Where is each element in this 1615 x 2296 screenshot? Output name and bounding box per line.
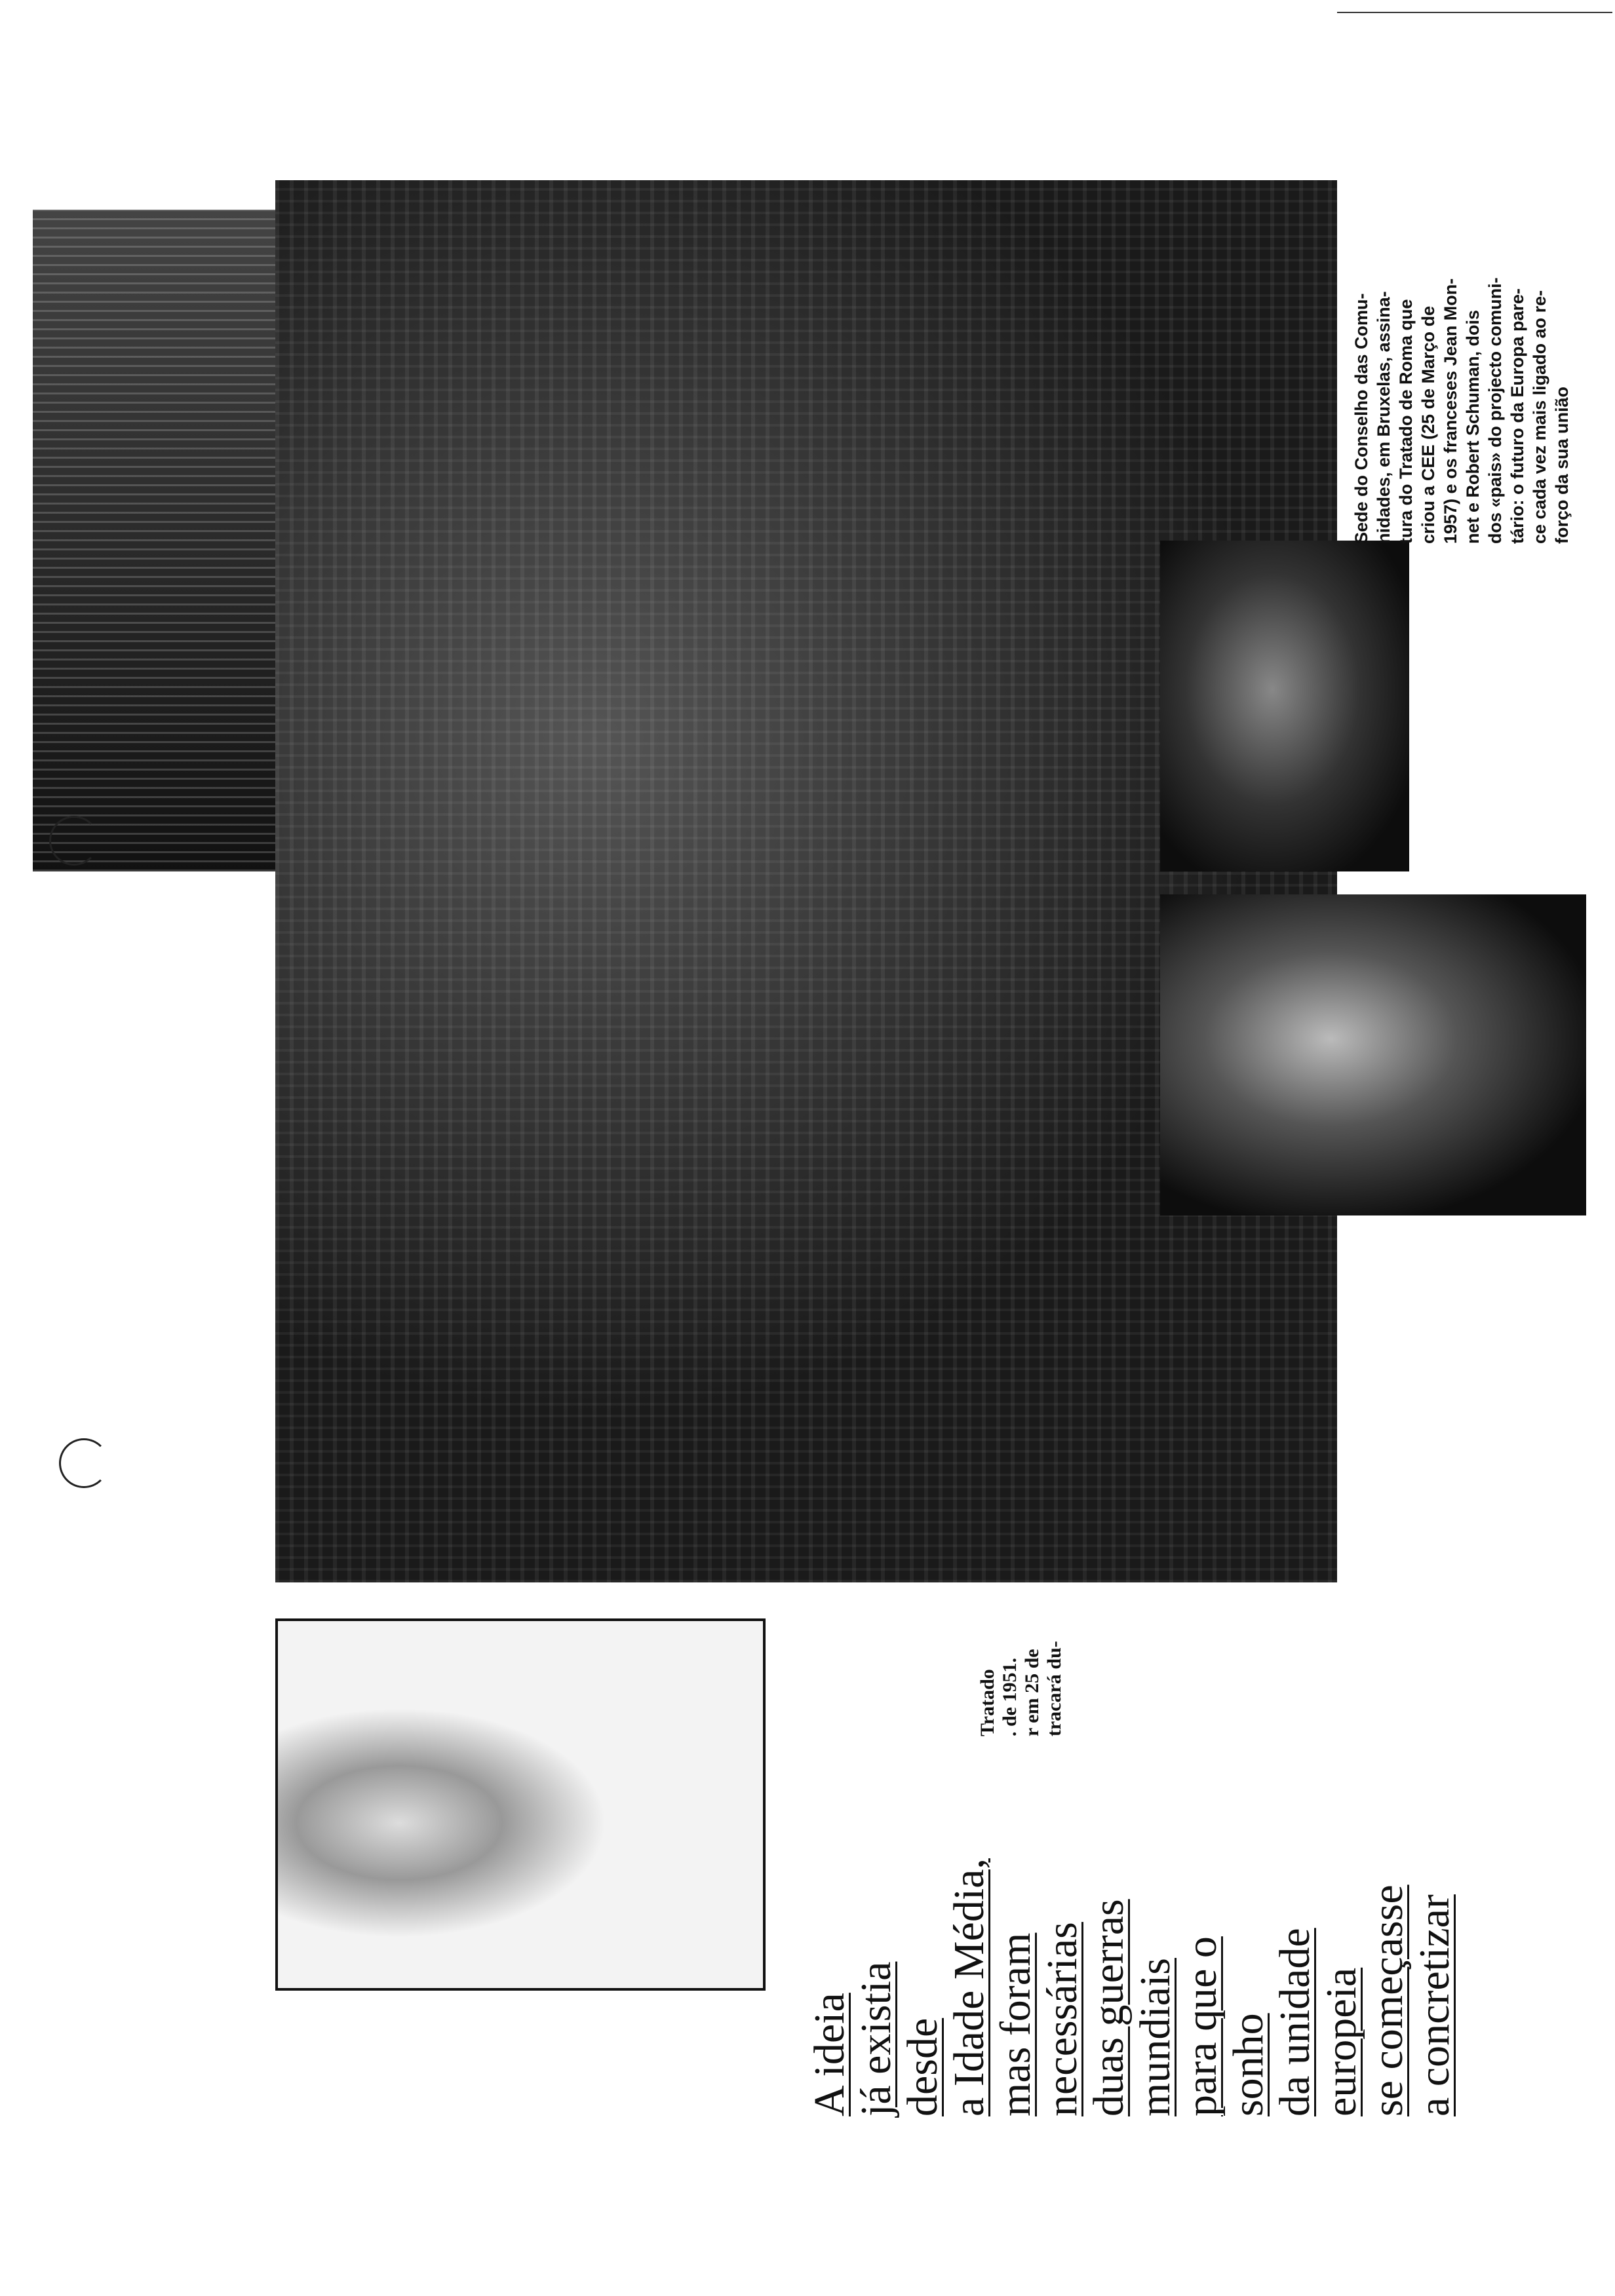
fragment-line: r em 25 de [1021, 1649, 1043, 1736]
caption-line: dos «pais» do projecto comuni- [1485, 277, 1505, 544]
headline-line: já existia [852, 1961, 900, 2116]
headline-line: se começasse [1364, 1885, 1412, 2116]
caption-line: forço da sua união [1552, 386, 1572, 544]
portrait-robert-schuman [1160, 894, 1586, 1215]
caption-line: 1957) e os franceses Jean Mon- [1441, 278, 1460, 544]
caption-line: ce cada vez mais ligado ao re- [1530, 290, 1549, 544]
caption-line: criou a CEE (25 de Março de [1418, 305, 1438, 544]
caption-line: net e Robert Schuman, dois [1463, 309, 1483, 544]
punch-hole-bottom [59, 1438, 109, 1488]
headline-line: para que o [1178, 1936, 1226, 2116]
headline-line: mas foram [992, 1932, 1040, 2116]
headline-line: a concretizar [1411, 1894, 1458, 2116]
portrait-jean-monnet [1160, 541, 1409, 871]
caption-line: nidades, em Bruxelas, assina- [1374, 291, 1393, 544]
top-edge-line [1337, 12, 1612, 13]
headline-line: da unidade [1271, 1928, 1319, 2116]
treaty-signing-photo [275, 180, 1337, 1582]
headline-line: desde [899, 2018, 946, 2116]
headline-line: europeia [1317, 1967, 1365, 2116]
headline [806, 1618, 1462, 2116]
headline-line: A ideia [806, 1993, 853, 2116]
fragment-line: tracará du- [1043, 1641, 1065, 1736]
caption-line: tura do Tratado de Roma que [1396, 299, 1416, 544]
headline-line: necessárias [1038, 1922, 1086, 2116]
headline-line: mundiais [1131, 1958, 1179, 2116]
headline-line: duas guerras [1085, 1899, 1133, 2116]
headline-line: a Idade Média, [945, 1858, 993, 2116]
headline-line: sonho [1224, 2013, 1272, 2116]
fragment-line: . de 1951. [999, 1658, 1021, 1736]
photo-caption [1350, 177, 1599, 544]
punch-hole-top [49, 816, 99, 866]
sketch-portrait-frame [275, 1618, 766, 1991]
caption-line: Sede do Conselho das Comu- [1352, 293, 1371, 544]
fragment-line: Tratado [977, 1669, 998, 1736]
caption-line: tário: o futuro da Europa pare- [1508, 288, 1527, 544]
